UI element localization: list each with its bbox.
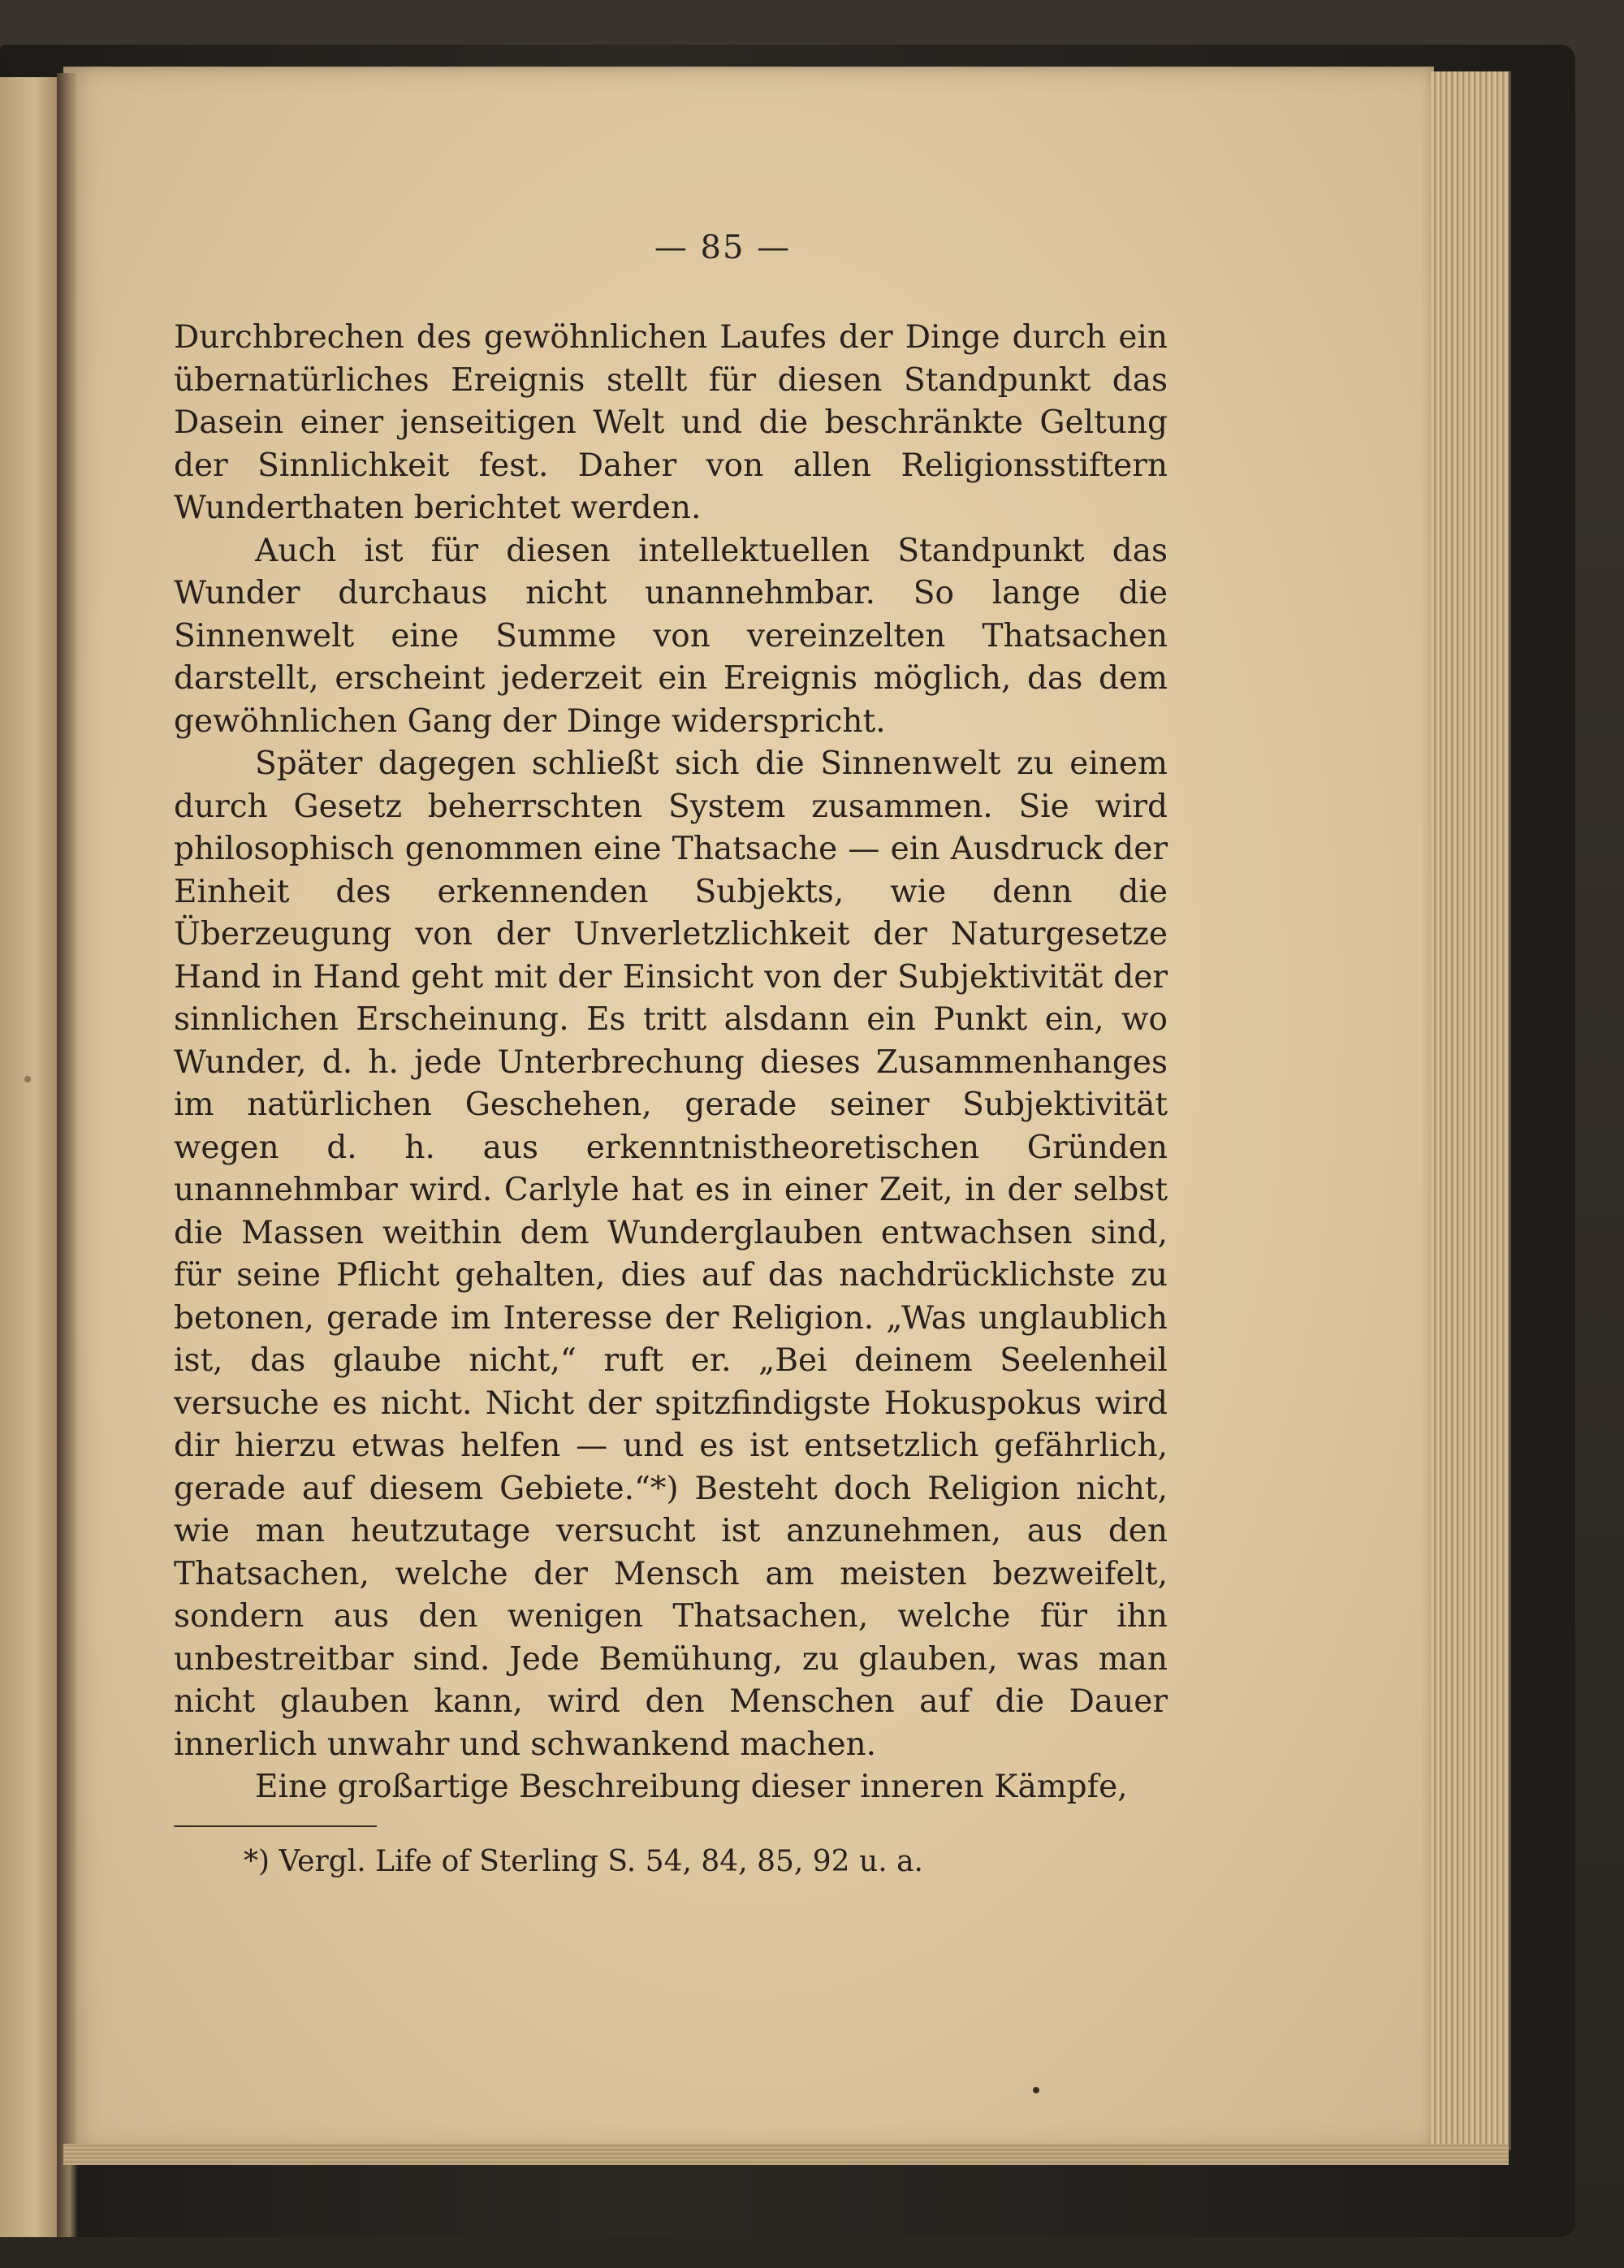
left-page-edge [0,77,60,2237]
page-bottom-edge [63,2144,1509,2165]
paragraph-3: Später dagegen schließt sich die Sinnenwelt zu einem durch Gesetz beherrschten System zusammen. Sie wird philosophisch genommen eine Thatsache — ein Ausdruck der Einheit des erkennenden Subjekts, wie denn die Überzeugung von der Unverletzlichkeit der Naturgesetze Hand in Hand geht mit der Einsicht von der Subjektivität der sinnlichen Erscheinung. Es tritt alsdann ein Punkt ein, wo Wunder, d. h. jede Unterbrechung dieses Zusammenhanges im natürlichen Geschehen, gerade seiner Subjektivität wegen d. h. aus erkenntnistheoretischen Gründen unannehmbar wird. Carlyle hat es in einer Zeit, in der selbst die Massen weithin dem Wunderglauben entwachsen sind, für seine Pflicht gehalten, dies auf das nachdrücklichste zu betonen, gerade im Interesse der Religion. „Was unglaublich ist, das glaube nicht,“ ruft er. „Bei deinem Seelenheil versuche es nicht. Nicht der spitzfindigste Hokuspokus wird dir hierzu etwas helfen — und es ist entsetzlich gefährlich, gerade auf diesem Gebiete.“*) Besteht doch Religion nicht, wie man heutzutage versucht ist anzunehmen, aus den Thatsachen, welche der Mensch am meisten bezweifelt, sondern aus den wenigen Thatsachen, welche für ihn unbestreitbar sind. Jede Bemühung, zu glauben, was man nicht glauben kann, wird den Menschen auf die Dauer innerlich unwahr und schwankend machen. [174,745,1168,1763]
paper-speck [24,1076,31,1082]
paragraph-2: Auch ist für diesen intellektuellen Standpunkt das Wunder durchaus nicht unannehmbar. So lange die Sinnenwelt eine Summe von vereinzelten Thatsachen darstellt, erscheint jederzeit ein Ereignis möglich, das dem gewöhnlichen Gang der Dinge widerspricht. [174,532,1168,740]
page-gutter [57,73,78,2237]
paragraph-1: Durchbrechen des gewöhnlichen Laufes der Dinge durch ein übernatürliches Ereignis stellt für diesen Standpunkt das Dasein einer jenseitigen Welt und die beschränkte Geltung der Sinnlichkeit fest. Daher von allen Religionsstiftern Wunderthaten berichtet werden. [174,319,1168,526]
page-stack-edges [1431,71,1511,2150]
paper-speck [1033,2087,1039,2093]
footnote-rule [174,1825,377,1827]
page-number: — 85 — [654,229,792,266]
body-text [174,317,1168,1809]
footnote: *) Vergl. Life of Sterling S. 54, 84, 85, 92 u. a. [244,1845,923,1878]
paragraph-4: Eine großartige Beschreibung dieser inneren Kämpfe, [255,1769,1128,1805]
